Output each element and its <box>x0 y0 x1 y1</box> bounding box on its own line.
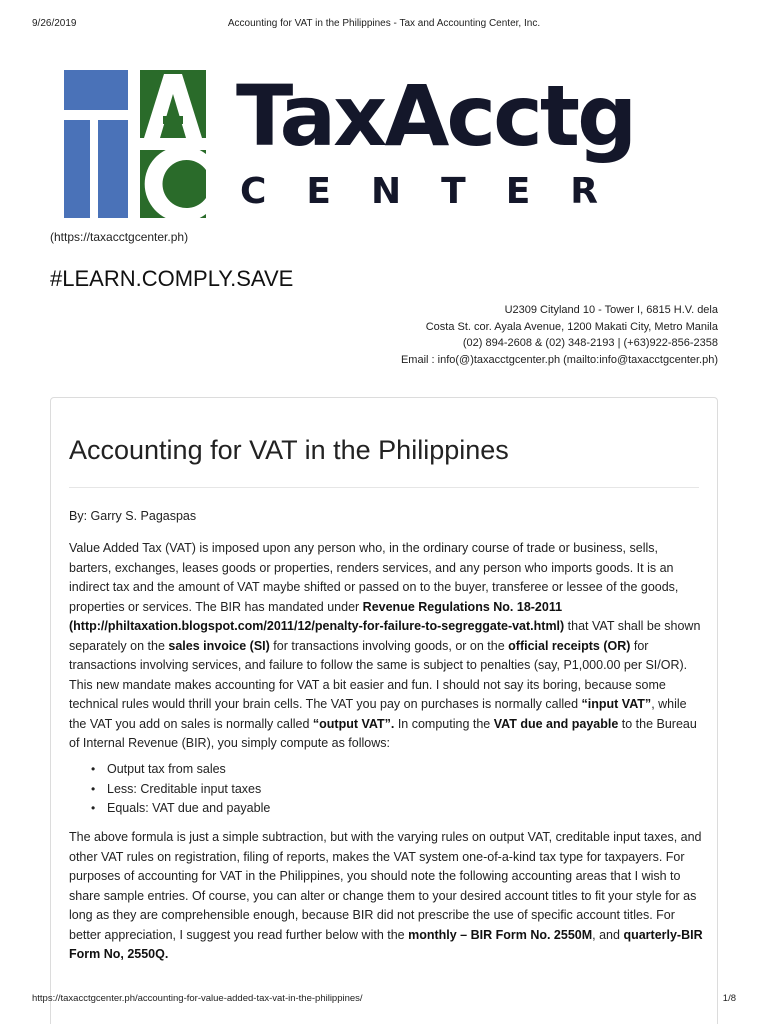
list-item: • Output tax from sales <box>91 760 270 780</box>
article-title: Accounting for VAT in the Philippines <box>69 435 509 465</box>
text-run: , while the VAT you add on sales is normally called <box>69 697 687 731</box>
bold-term: VAT due and payable <box>493 716 619 731</box>
article-paragraph-formula <box>69 828 703 965</box>
bold-term: quarterly-BIR Form No, 2550Q. <box>69 927 703 961</box>
contact-address <box>401 302 718 368</box>
print-date: 9/26/2019 <box>32 18 77 29</box>
page-number: 1/8 <box>722 993 736 1004</box>
print-page-title: Accounting for VAT in the Philippines - Tax and Accounting Center, Inc. <box>227 18 541 29</box>
phone-line: (02) 894-2608 & (02) 348-2193 | (+63)922-856-2358 <box>462 337 718 349</box>
bold-term: sales invoice (SI) <box>168 638 270 653</box>
tac-logo-mark-icon <box>64 70 206 218</box>
text-run: , and <box>592 927 624 942</box>
text-run: that VAT shall be shown separately on the <box>69 619 701 653</box>
address-line: Costa St. cor. Ayala Avenue, 1200 Makati City, Metro Manila <box>425 320 718 333</box>
logo-wordmark: TaxAcctg <box>236 67 635 165</box>
article-byline: By: Garry S. Pagaspas <box>69 509 197 523</box>
text-run: for transactions involving services, and failure to follow the same is subject to penalties (say, P1,000.00 per SI/OR). This new mandate makes accounting for VAT a bit easier and fun. I should not say its boring, because some technical rules would thrill your brain cells. The VAT you pay on purchases is normally called <box>69 638 688 711</box>
text-run: In computing the <box>394 716 494 731</box>
bold-term: “output VAT”. <box>312 716 395 731</box>
text-run: The above formula is just a simple subtraction, but with the varying rules on output VAT, creditable input taxes, and other VAT rules on registration, filing of reports, makes the VAT system one-of-a-kind tax type for taxpayers. For purposes of accounting for VAT in the Philippines, you should note the following accounting areas that I wish to share sample entries. Of course, you can alter or change them to your desired account titles to fit your style for as long as they are comprehensible enough, because BIR did not prescribe the use of specific account titles. For better appreciation, I suggest you read further below with the <box>69 830 702 942</box>
vat-formula-list <box>91 760 270 819</box>
address-line: U2309 Cityland 10 - Tower I, 6815 H.V. dela <box>504 304 718 316</box>
email-line[interactable]: Email : info(@)taxacctgcenter.ph (mailto:info@taxacctgcenter.ph) <box>400 353 718 366</box>
list-item: • Less: Creditable input taxes <box>91 780 270 800</box>
text-run: to the Bureau of Internal Revenue (BIR), you simply compute as follows: <box>69 716 697 750</box>
text-run: Value Added Tax (VAT) is imposed upon any person who, in the ordinary course of trade or business, sells, barters, exchanges, leases goods or properties, renders services, and any person who imports goods. It is an indirect tax and the amount of VAT maybe shifted or passed on to the buyer, transferee or lessee of the goods, properties or services. The BIR has mandated under <box>69 541 679 614</box>
print-url: https://taxacctgcenter.ph/accounting-for-value-added-tax-vat-in-the-philippines/ <box>32 993 363 1004</box>
bold-term: monthly – BIR Form No. 2550M <box>408 927 593 942</box>
logo-link-text[interactable]: (https://taxacctgcenter.ph) <box>50 230 189 244</box>
article-paragraph-intro <box>69 539 703 754</box>
site-tagline: #LEARN.COMPLY.SAVE <box>50 266 294 291</box>
logo-subtitle: CENTER <box>240 171 639 212</box>
list-item: • Equals: VAT due and payable <box>91 799 270 819</box>
bold-term: official receipts (OR) <box>508 638 631 653</box>
bold-term: “input VAT” <box>581 697 652 711</box>
revenue-regulation-link[interactable]: Revenue Regulations No. 18-2011 (http://philtaxation.blogspot.com/2011/12/penalty-for-failure-to-segreggate-vat.html) <box>69 599 565 633</box>
taxacctg-logo[interactable] <box>64 67 704 220</box>
text-run: for transactions involving goods, or on the <box>269 638 509 653</box>
title-divider <box>69 487 699 488</box>
